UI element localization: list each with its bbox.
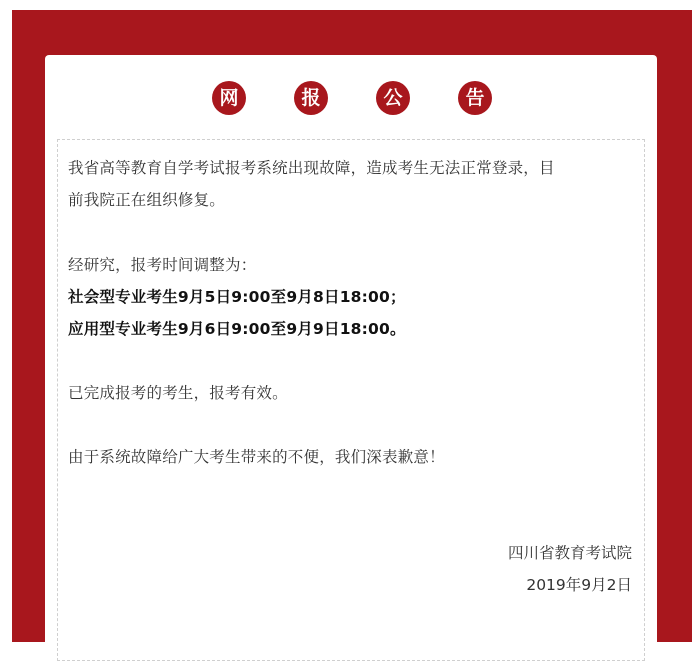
title-char-bao: 报 [294,81,328,115]
signature-date: 2019年9月2日 [526,576,632,594]
title-char-gao: 告 [458,81,492,115]
research-line: 经研究，报考时间调整为： [68,256,257,274]
notice-title [45,81,657,117]
paragraph-fault-line2: 前我院正在组织修复。 [68,191,226,209]
notice-body [57,139,645,661]
paragraph-fault-line1: 我省高等教育自学考试报考系统出现故障，造成考生无法正常登录，目 [68,159,555,177]
title-char-wang: 网 [212,81,246,115]
schedule-applied: 应用型专业考生9月6日9:00至9月9日18:00。 [68,320,406,338]
apology-line: 由于系统故障给广大考生带来的不便，我们深表歉意！ [68,448,445,466]
signature-org: 四川省教育考试院 [507,544,632,562]
completed-line: 已完成报考的考生，报考有效。 [68,384,288,402]
notice-card [45,55,657,642]
title-char-gong: 公 [376,81,410,115]
schedule-social: 社会型专业考生9月5日9:00至9月8日18:00； [68,288,406,306]
